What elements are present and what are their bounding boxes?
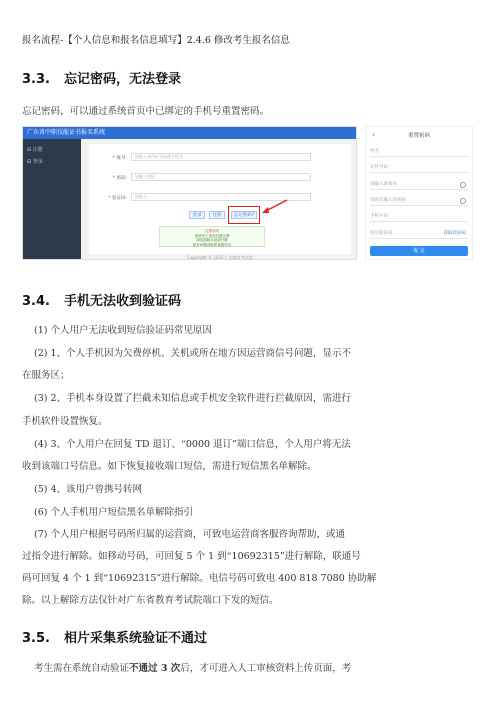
red-arrow-icon: [259, 198, 289, 216]
eye-icon[interactable]: [460, 182, 466, 188]
section-title: 相片采集系统验证不通过: [63, 631, 207, 646]
mobile-reset-password-screen: [365, 126, 473, 260]
hint-line: 如有问题请联系客服电话: [192, 242, 232, 247]
field-label: 短信验证码: [370, 231, 393, 236]
paragraph-line: (5) 4、该用户曾携号转网: [34, 484, 143, 495]
paragraph-line: (6) 个人手机用户短信黑名单解除指引: [34, 507, 193, 518]
paragraph-line: 收到该端口号信息。如下恢复接收端口短信，需进行短信黑名单解除。: [22, 461, 317, 472]
section-heading-3-3: [22, 68, 181, 87]
id-number-field[interactable]: [370, 163, 468, 173]
paragraph-line: 手机软件设置恢复。: [22, 416, 108, 427]
login-button[interactable]: 登录: [189, 211, 205, 219]
sidebar-item-register[interactable]: ⊟ 注册: [27, 147, 43, 153]
paragraph-line: 过指令进行解除。如移动号码，可回复 5 个 1 到“10692315”进行解除，联通号: [22, 551, 361, 562]
text-segment: 考生需在系统自动验证: [34, 663, 130, 674]
field-label: 请输入新密码: [370, 182, 397, 187]
app-header: 广东省中职技能证书报名系统: [23, 127, 356, 139]
highlight-box: [228, 206, 260, 224]
back-icon[interactable]: ‹: [372, 130, 376, 139]
captcha-label: * 验证码:: [108, 196, 127, 201]
hint-panel: [159, 226, 265, 247]
hint-line: 请使用下述浏览器注册: [194, 233, 230, 238]
section-heading-3-5: [22, 627, 207, 646]
reset-password-title: 重置密码: [407, 133, 430, 139]
paragraph-line: (7) 个人用户根据号码所归属的运营商，可致电运营商客服咨询帮助，或通: [34, 529, 345, 540]
get-code-link[interactable]: 获取验证码: [443, 231, 466, 236]
password-label: * 密码:: [112, 176, 127, 181]
field-label: 请再次输入新密码: [370, 198, 406, 203]
field-label: 证件号码: [370, 165, 388, 170]
paragraph-line: (3) 2、手机本身设置了拦截未知信息或手机安全软件进行拦截原因，需进行: [34, 393, 352, 404]
sms-code-field[interactable]: [370, 229, 468, 239]
section-heading-3-4: [22, 290, 181, 309]
paragraph-line: (4) 3、个人用户在回复 TD 退订、“0000 退订”端口信息，个人用户将无法: [34, 439, 351, 450]
paragraph-line: 除。以上解除方法仅针对广东省教育考试院端口下发的短信。: [22, 595, 279, 606]
app-sidebar: [23, 139, 81, 259]
submit-button[interactable]: 提 交: [370, 246, 468, 256]
hint-line: 注册说明: [205, 229, 219, 233]
section-number: 3.4.: [22, 294, 50, 309]
breadcrumb: 报名流程-【个人信息和报名信息填写】2.4.6 修改考生报名信息: [22, 35, 290, 46]
paragraph-line: 码可回复 4 个 1 到“10692315”进行解除。电信号码可致电 400 818 7080 协助解: [22, 573, 377, 584]
section-title: 手机无法收到验证码: [63, 294, 181, 309]
field-label: 姓名: [370, 149, 379, 154]
section-3-5-text: [34, 663, 351, 675]
name-field[interactable]: [370, 147, 468, 157]
eye-icon[interactable]: [460, 198, 466, 204]
paragraph-line: (1) 个人用户无法收到短信验证码常见原因: [34, 325, 212, 336]
login-form: [89, 144, 351, 254]
section-number: 3.3.: [22, 72, 50, 87]
account-label: * 账号:: [112, 156, 127, 161]
forgot-password-button[interactable]: 忘记密码?: [231, 211, 257, 219]
paragraph-line: (2) 1、个人手机因为欠费停机、关机或所在地方因运营商信号问题，显示不: [34, 348, 352, 359]
phone-field[interactable]: [370, 212, 468, 222]
register-button[interactable]: 注册: [209, 211, 225, 219]
field-label: 手机号码: [370, 214, 388, 219]
section-3-3-text: 忘记密码，可以通过系统首页中已绑定的手机号重置密码。: [22, 106, 270, 117]
confirm-password-field[interactable]: [370, 196, 468, 206]
new-password-field[interactable]: [370, 180, 468, 190]
hint-line: 浏览器版本低请升级: [196, 238, 228, 242]
text-segment: 后，才可进入人工审核资料上传页面，考: [180, 663, 352, 674]
account-input[interactable]: 请输入身份证号码或手机号: [131, 153, 311, 161]
section-title: 忘记密码，无法登录: [63, 72, 181, 87]
web-app-screenshot: [22, 126, 357, 260]
screenshot-figure: [22, 126, 473, 260]
password-input[interactable]: 请输入密码: [131, 173, 311, 181]
emphasis-text: 不通过 3 次: [129, 663, 181, 674]
section-number: 3.5.: [22, 631, 50, 646]
copyright: Copyright © 2022 广东教育考试院: [187, 255, 253, 260]
captcha-input[interactable]: 请输入: [131, 193, 311, 201]
sidebar-item-login[interactable]: ⊟ 登录: [27, 159, 43, 165]
paragraph-line: 在服务区；: [22, 370, 70, 381]
